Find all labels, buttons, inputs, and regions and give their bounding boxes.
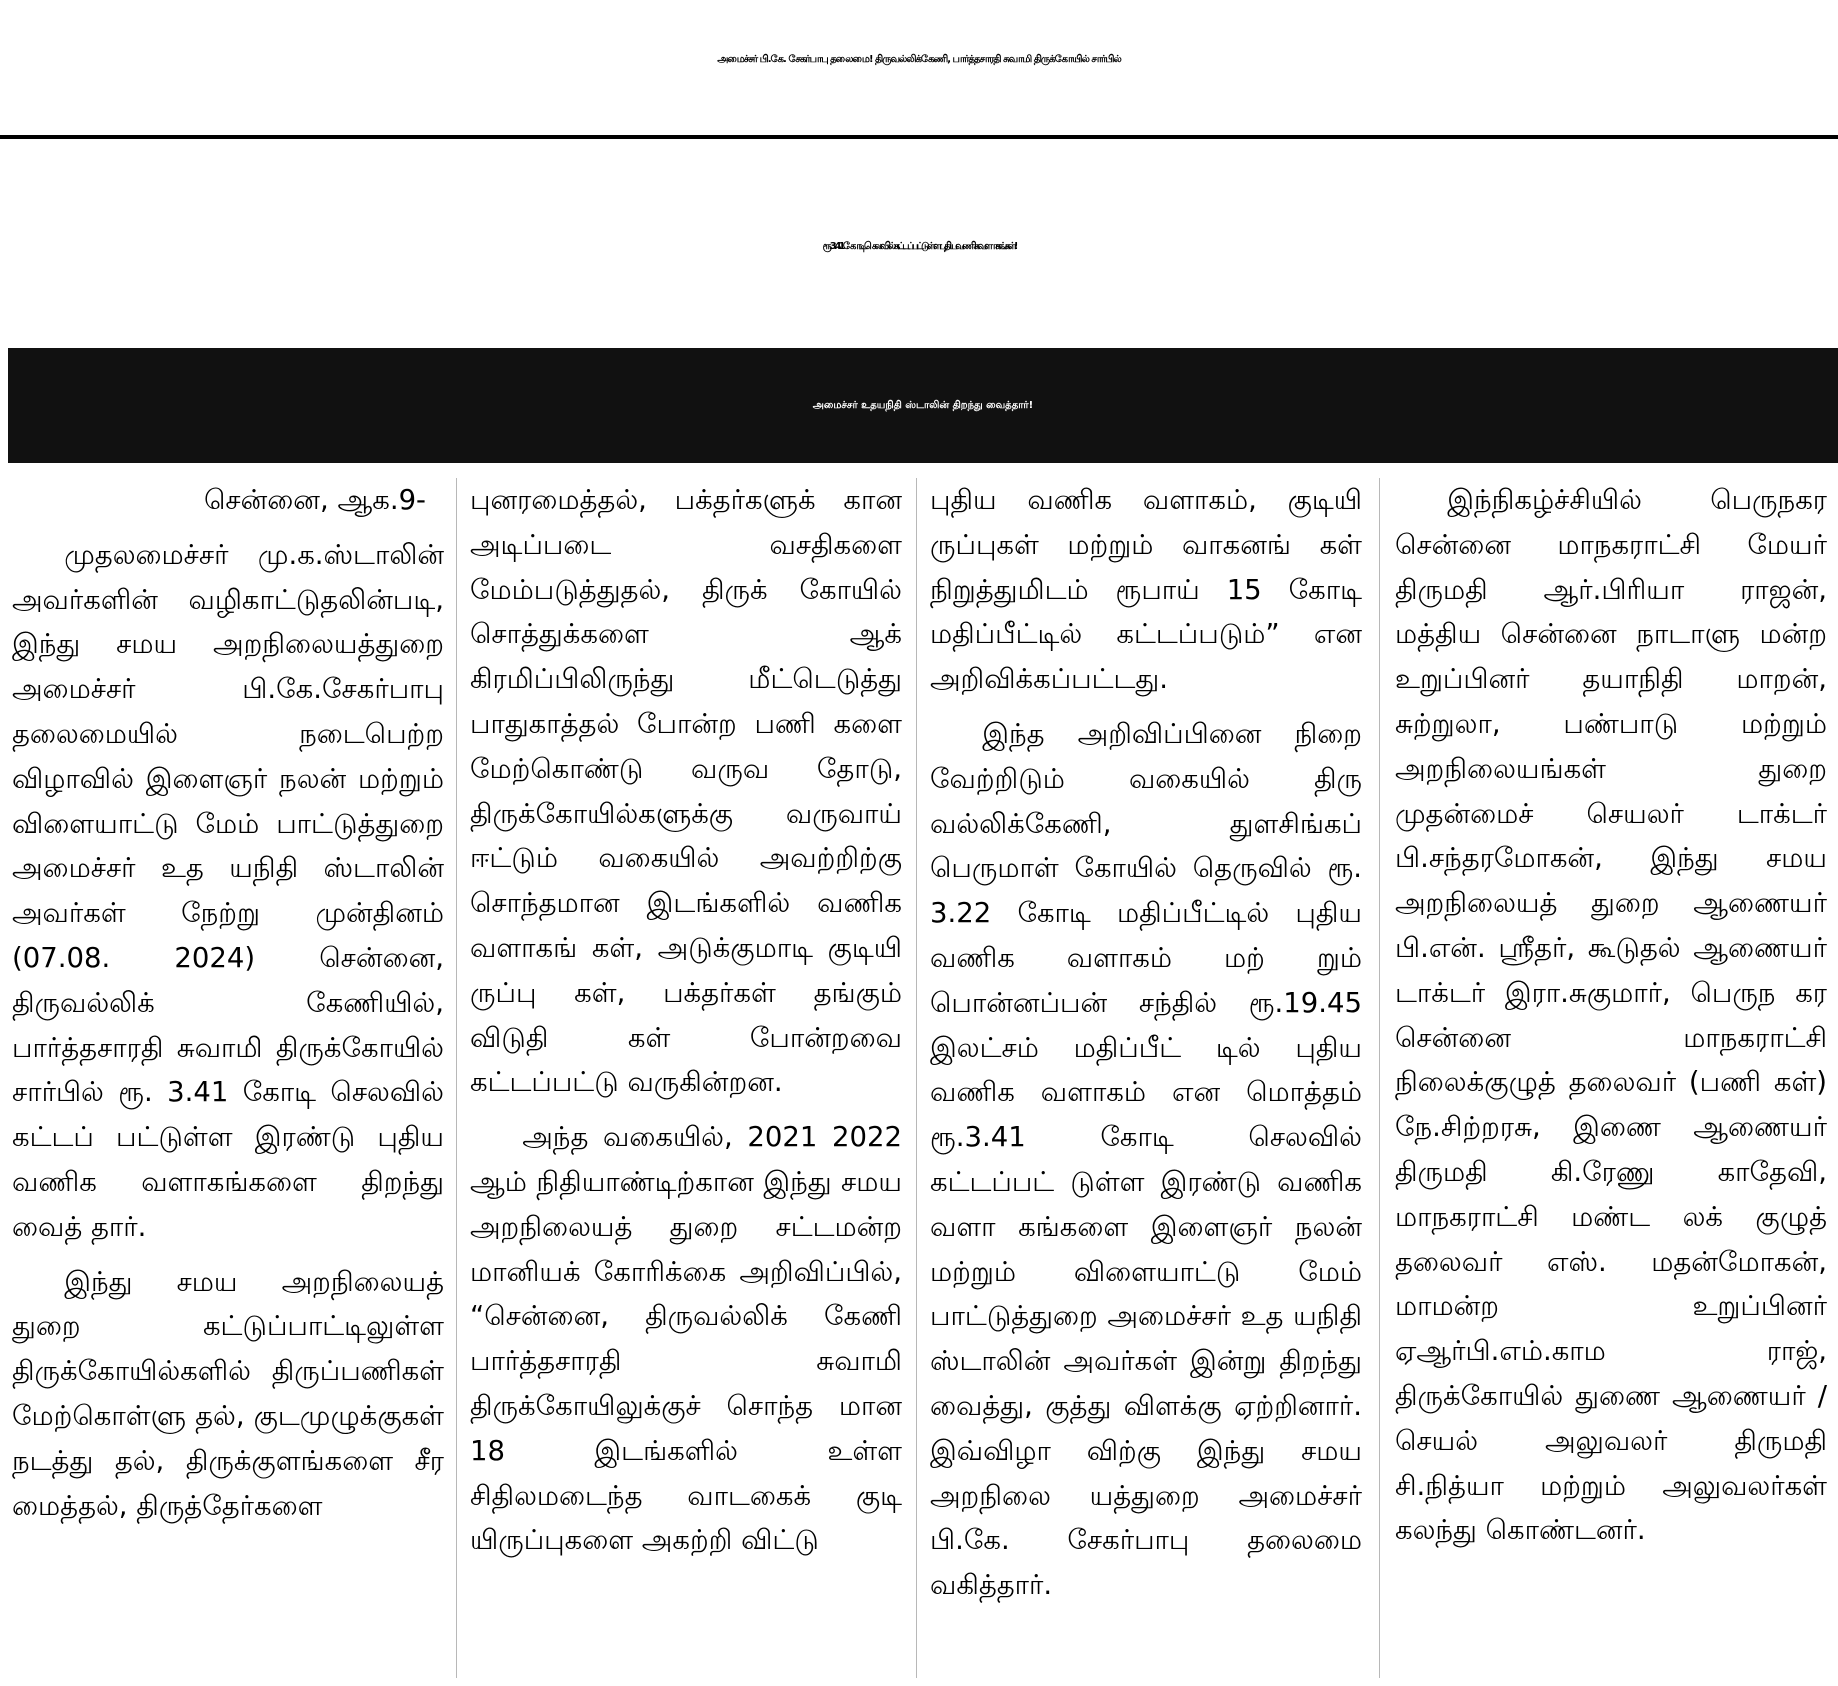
paragraph: அந்த வகையில், 2021 2022 ஆம் நிதியாண்டிற்கான இந்து சமய அறநிலையத் துறை சட்டமன்ற மானியக் கோரிக்கை அறிவிப்பில், “சென்னை, திருவல்லிக் கேணி பார்த்தசாரதி சுவாமி திருக்கோயிலுக்குச் சொந்த மான 18 இடங்களில் உள்ள சிதிலமடைந்த வாடகைக் குடி யிருப்புகளை அகற்றி விட்டு (470, 1121, 902, 1557)
subheadline-banner (8, 348, 1838, 463)
paragraph: இந்நிகழ்ச்சியில் பெருநகர சென்னை மாநகராட்சி மேயர் திருமதி ஆர்.பிரியா ராஜன், மத்திய சென்னை நாடாளு மன்ற உறுப்பினர் தயாநிதி மாறன், சுற்றுலா, பண்பாடு மற்றும் அறநிலையங்கள் துறை முதன்மைச் செயலர் டாக்டர் பி.சந்தரமோகன், இந்து சமய அறநிலையத் துறை ஆணையர் பி.என். ஸ்ரீதர், கூடுதல் ஆணையர் டாக்டர் இரா.சுகுமார், பெருந கர சென்னை மாநகராட்சி நிலைக்குழுத் தலைவர் (பணி கள்) நே.சிற்றரசு, இணை ஆணையர் திருமதி கி.ரேணு காதேவி, மாநகராட்சி மண்ட லக் குழுத் தலைவர் எஸ். மதன்மோகன், மாமன்ற உறுப்பினர் ஏஆர்பி.எம்.காம ராஜ், திருக்கோயில் துணை ஆணையர் / செயல் அலுவலர் திருமதி சி.நித்யா மற்றும் அலுவலர்கள் கலந்து கொண்டனர். (1395, 484, 1827, 1547)
article-column-3 (930, 478, 1362, 1678)
paragraph: புனரமைத்தல், பக்தர்களுக் கான அடிப்படை வசதிகளை மேம்படுத்துதல், திருக் கோயில் சொத்துக்களை ஆக் கிரமிப்பிலிருந்து மீட்டெடுத்து பாதுகாத்தல் போன்ற பணி களை மேற்கொண்டு வருவ தோடு, திருக்கோயில்களுக்கு வருவாய் ஈட்டும் வகையில் அவற்றிற்கு சொந்தமான இடங்களில் வணிக வளாகங் கள், அடுக்குமாடி குடியி ருப்பு கள், பக்தர்கள் தங்கும் விடுதி கள் போன்றவை கட்டப்பட்டு வருகின்றன. (470, 484, 902, 1099)
paragraph: இந்த அறிவிப்பினை நிறை வேற்றிடும் வகையில் திரு வல்லிக்கேணி, துளசிங்கப் பெருமாள் கோயில் தெருவில் ரூ. 3.22 கோடி மதிப்பீட்டில் புதிய வணிக வளாகம் மற் றும் பொன்னப்பன் சந்தில் ரூ.19.45 இலட்சம் மதிப்பீட் டில் புதிய வணிக வளாகம் என மொத்தம் ரூ.3.41 கோடி செலவில் கட்டப்பட் டுள்ள இரண்டு வணிக வளா கங்களை இளைஞர் நலன் மற்றும் விளையாட்டு மேம் பாட்டுத்துறை அமைச்சர் உத யநிதி ஸ்டாலின் அவர்கள் இன்று திறந்து வைத்து, குத்து விளக்கு ஏற்றினார். இவ்விழா விற்கு இந்து சமய அறநிலை யத்துறை அமைச்சர் பி.கே. சேகர்பாபு தலைமை வகித்தார். (930, 717, 1362, 1602)
article-column-1 (12, 478, 444, 1678)
header-rule (0, 135, 1838, 139)
dateline: சென்னை, ஆக.9- (203, 484, 426, 516)
main-headline: ரூ.3.41 கோடி செலவில் கட்டப்பட்டுள்ள புதிய வணிக வளாகங்கள்! (822, 241, 1016, 252)
paragraph: முதலமைச்சர் மு.க.ஸ்டாலின் அவர்களின் வழிகாட்டுதலின்படி, இந்து சமய அறநிலையத்துறை அமைச்சர் பி.கே.சேகர்பாபு தலைமையில் நடைபெற்ற விழாவில் இளைஞர் நலன் மற்றும் விளையாட்டு மேம் பாட்டுத்துறை அமைச்சர் உத யநிதி ஸ்டாலின் அவர்கள் நேற்று முன்தினம் (07.08. 2024) சென்னை, திருவல்லிக் கேணியில், பார்த்தசாரதி சுவாமி திருக்கோயில் சார்பில் ரூ. 3.41 கோடி செலவில் கட்டப் பட்டுள்ள இரண்டு புதிய வணிக வளாகங்களை திறந்து வைத் தார். (12, 538, 444, 1243)
column-divider (456, 478, 457, 1678)
article-body (8, 478, 1838, 1678)
column-divider (1379, 478, 1380, 1678)
subheadline-text: அமைச்சர் உதயநிதி ஸ்டாலின் திறந்து வைத்தார்! (812, 399, 1034, 411)
column-divider (916, 478, 917, 1678)
paragraph: இந்து சமய அறநிலையத் துறை கட்டுப்பாட்டிலுள்ள திருக்கோயில்களில் திருப்பணிகள் மேற்கொள்ளு தல், குடமுழுக்குகள் நடத்து தல், திருக்குளங்களை சீர மைத்தல், திருத்தேர்களை (12, 1265, 444, 1522)
article-column-4 (1395, 478, 1827, 1678)
paragraph: புதிய வணிக வளாகம், குடியி ருப்புகள் மற்றும் வாகனங் கள் நிறுத்துமிடம் ரூபாய் 15 கோடி மதிப்பீட்டில் கட்டப்படும்” என அறிவிக்கப்பட்டது. (930, 484, 1362, 696)
article-column-2 (470, 478, 902, 1678)
kicker-headline: அமைச்சர் பி.கே. சேகர்பாபு தலைமை! திருவல்லிக்கேணி, பார்த்தசாரதி சுவாமி திருக்கோயில் சார்பில் (717, 54, 1121, 65)
